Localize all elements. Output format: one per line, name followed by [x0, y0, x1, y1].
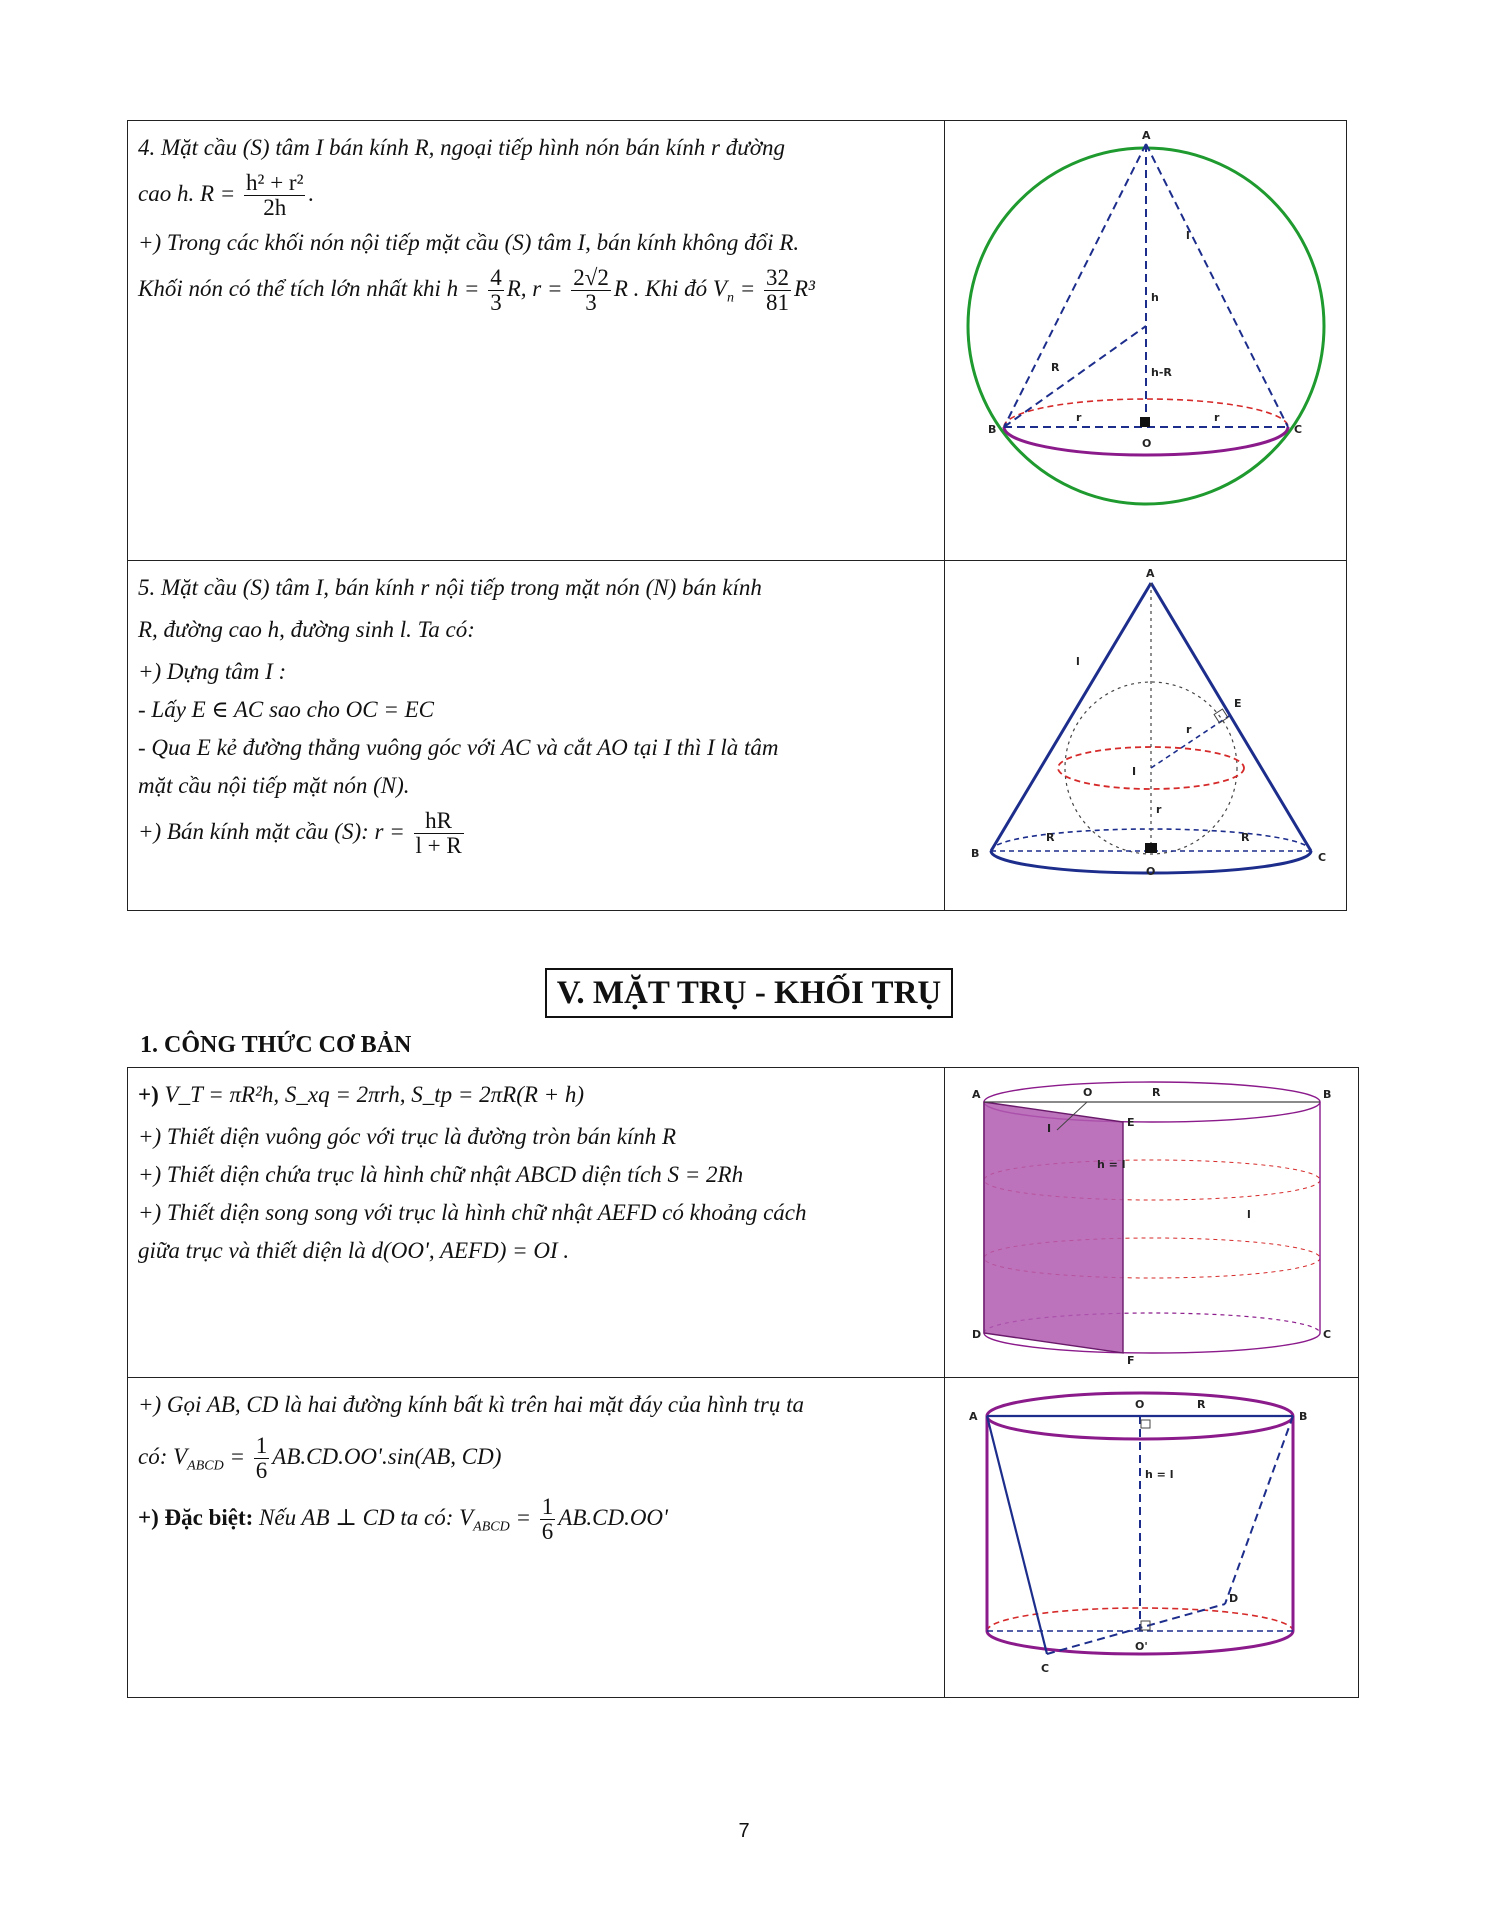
tetra-line1: +) Gọi AB, CD là hai đường kính bất kì trên hai mặt đáy của hình trụ ta — [138, 1392, 804, 1417]
block4-formula-lhs: R = — [199, 180, 236, 206]
fraction-r-num: 2√2 — [573, 265, 609, 290]
subsection-title: 1. CÔNG THỨC CƠ BẢN — [140, 1032, 412, 1058]
cylinder-line5: giữa trục và thiết diện là d(OO', AEFD) = OI . — [138, 1238, 570, 1263]
tetra-line3-eq: = — [515, 1505, 532, 1531]
tetra-line3 — [138, 1495, 932, 1546]
label-O: O — [1134, 1398, 1144, 1411]
block4-line4 — [138, 266, 932, 317]
fraction-one-sixth-a — [254, 1434, 270, 1483]
figure-inscribed-sphere-cone — [946, 561, 1346, 901]
label-h-l: h = l — [1144, 1468, 1173, 1481]
block4-v-tail: R³ — [793, 275, 815, 301]
tetra-special-label: +) Đặc biệt: — [138, 1505, 254, 1531]
fraction-one-sixth-a-den: 6 — [255, 1458, 268, 1483]
tetra-line2-tail: AB.CD.OO'.sin(AB, CD) — [272, 1443, 502, 1469]
block5-line3: +) Dựng tâm I : — [138, 659, 287, 684]
tetra-line2-eq: = — [229, 1443, 246, 1469]
block4-line3: +) Trong các khối nón nội tiếp mặt cầu (S) tâm I, bán kính không đổi R. — [138, 230, 800, 255]
block5-line5: - Qua E kẻ đường thẳng vuông góc với AC và cắt AO tại I thì I là tâm — [138, 735, 779, 760]
block5-line2: R, đường cao h, đường sinh l. Ta có: — [138, 617, 475, 642]
cell-cylinder-figure — [945, 1068, 1359, 1378]
label-l: l — [1246, 1208, 1251, 1221]
label-h-R: h-R — [1150, 366, 1172, 379]
table-sphere-cone — [127, 120, 1347, 911]
fraction-h-den: 3 — [490, 290, 502, 315]
tetra-line2 — [138, 1434, 932, 1485]
label-r-right: r — [1213, 411, 1219, 424]
fraction-R — [244, 171, 305, 220]
fraction-v-num: 32 — [765, 265, 789, 290]
cylinder-line4: +) Thiết diện song song với trục là hình chữ nhật AEFD có khoảng cách — [138, 1200, 807, 1225]
label-C: C — [1040, 1662, 1049, 1675]
cone-side-AB — [991, 583, 1151, 851]
block4-v-eq: = — [739, 275, 756, 301]
label-C: C — [1317, 851, 1326, 864]
cell-tetra-figure — [945, 1378, 1359, 1698]
block5-line7 — [138, 809, 932, 858]
tetra-line3-mid: Nếu AB ⊥ CD ta có: V — [259, 1505, 474, 1531]
fraction-r — [571, 266, 611, 315]
label-R-right: R — [1240, 831, 1249, 844]
cylinder-line1 — [138, 1076, 932, 1114]
section-title: V. MẶT TRỤ - KHỐI TRỤ — [545, 968, 953, 1018]
block4-v-sub: n — [726, 290, 734, 306]
tetra-line2-sub: ABCD — [187, 1458, 224, 1474]
table-cylinder — [127, 1067, 1359, 1698]
radius-IB — [1004, 326, 1146, 427]
label-R: R — [1151, 1086, 1160, 1099]
label-O: O — [1145, 865, 1155, 878]
label-C: C — [1293, 423, 1302, 436]
cylinder-formulas: V_T = πR²h, S_xq = 2πrh, S_tp = 2πR(R + h) — [164, 1082, 585, 1107]
label-A: A — [968, 1410, 978, 1423]
right-angle-O — [1145, 843, 1157, 853]
block5-line1: 5. Mặt cầu (S) tâm I, bán kính r nội tiếp trong mặt nón (N) bán kính — [138, 575, 762, 600]
label-B: B — [970, 847, 979, 860]
label-C: C — [1322, 1328, 1331, 1341]
block5-line6: mặt cầu nội tiếp mặt nón (N). — [138, 773, 410, 798]
edge-AC — [987, 1416, 1047, 1654]
cell-cylinder-text — [128, 1068, 945, 1378]
label-E: E — [1126, 1116, 1135, 1129]
fraction-h-num: 4 — [490, 265, 502, 290]
cell-block5-text — [128, 561, 945, 911]
tetra-line2-prefix: có: V — [138, 1443, 188, 1469]
label-O-prime: O' — [1134, 1640, 1148, 1653]
label-A: A — [1145, 567, 1155, 580]
block5-line4: - Lấy E ∈ AC sao cho OC = EC — [138, 697, 434, 722]
cell-tetra-text — [128, 1378, 945, 1698]
label-h: h — [1150, 291, 1159, 304]
label-D: D — [1228, 1592, 1238, 1605]
label-R-left: R — [1045, 831, 1054, 844]
fraction-v — [764, 266, 791, 315]
fraction-v-den: 81 — [765, 290, 789, 315]
cylinder-line1-plus: +) — [138, 1082, 159, 1107]
label-I: I — [1131, 765, 1136, 778]
fraction-R-num: h² + r² — [246, 170, 304, 195]
cell-block4-text — [128, 121, 945, 561]
label-r-lower: r — [1155, 803, 1161, 816]
label-B: B — [1298, 1410, 1307, 1423]
label-O: O — [1082, 1086, 1092, 1099]
figure-cylinder-tetrahedron — [947, 1378, 1357, 1688]
right-angle-top — [1141, 1420, 1150, 1428]
label-l: l — [1185, 229, 1190, 242]
cone-side-AC — [1151, 583, 1311, 851]
block4-v-lhs: V — [712, 275, 727, 301]
fraction-r-den: 3 — [585, 290, 597, 315]
block4-h-tail: R, r = — [506, 275, 563, 301]
label-O: O — [1141, 437, 1151, 450]
label-h-l: h = l — [1096, 1158, 1125, 1171]
label-B: B — [1322, 1088, 1331, 1101]
fraction-one-sixth-b — [540, 1495, 556, 1544]
figure-circumscribed-sphere-cone — [946, 121, 1346, 541]
fraction-h — [488, 266, 504, 315]
block4-line2-prefix: cao h. — [138, 180, 195, 206]
generator-AC — [1146, 144, 1288, 427]
right-angle-mark — [1140, 417, 1150, 427]
cell-block4-figure — [945, 121, 1347, 561]
fraction-one-sixth-b-den: 6 — [541, 1519, 554, 1545]
label-R: R — [1050, 361, 1059, 374]
cylinder-line2: +) Thiết diện vuông góc với trục là đường tròn bán kính R — [138, 1124, 677, 1149]
label-l: l — [1075, 655, 1080, 668]
label-r-left: r — [1075, 411, 1081, 424]
fraction-one-sixth-b-num: 1 — [541, 1494, 554, 1520]
generator-AB — [1004, 144, 1146, 427]
label-F: F — [1126, 1354, 1135, 1367]
fraction-inscribed-r-num: hR — [414, 809, 464, 834]
cylinder-line3: +) Thiết diện chứa trục là hình chữ nhật ABCD diện tích S = 2Rh — [138, 1162, 744, 1187]
block4-formula-R: cao h. R = $\frac{\text{h² + r²}}{2h}$ . — [138, 170, 315, 220]
fraction-inscribed-r-den: l + R — [415, 833, 462, 858]
page-number: 7 — [738, 1820, 750, 1842]
label-I: I — [1046, 1122, 1051, 1135]
fraction-one-sixth-a-num: 1 — [255, 1433, 268, 1458]
label-R: R — [1196, 1398, 1205, 1411]
block4-line4-prefix: Khối nón có thể tích lớn nhất khi h = — [138, 275, 480, 301]
label-A: A — [971, 1088, 981, 1101]
label-D: D — [971, 1328, 981, 1341]
block4-r-tail: R . Khi đó — [613, 275, 708, 301]
section-AEFD — [984, 1102, 1123, 1353]
figure-cylinder-section — [947, 1068, 1357, 1368]
fraction-inscribed-r — [414, 809, 464, 858]
block5-line7-prefix: +) Bán kính mặt cầu (S): r = — [138, 818, 405, 844]
label-A: A — [1141, 129, 1151, 142]
edge-BD — [1225, 1416, 1293, 1604]
label-r-upper: r — [1185, 723, 1191, 736]
label-E: E — [1233, 697, 1242, 710]
cell-block5-figure — [945, 561, 1347, 911]
block4-line1: 4. Mặt cầu (S) tâm I bán kính R, ngoại tiếp hình nón bán kính r đường — [138, 135, 786, 160]
label-B: B — [987, 423, 996, 436]
fraction-R-den: 2h — [263, 195, 287, 220]
tetra-line3-tail: AB.CD.OO' — [558, 1505, 668, 1531]
tetra-line3-sub: ABCD — [473, 1519, 510, 1535]
